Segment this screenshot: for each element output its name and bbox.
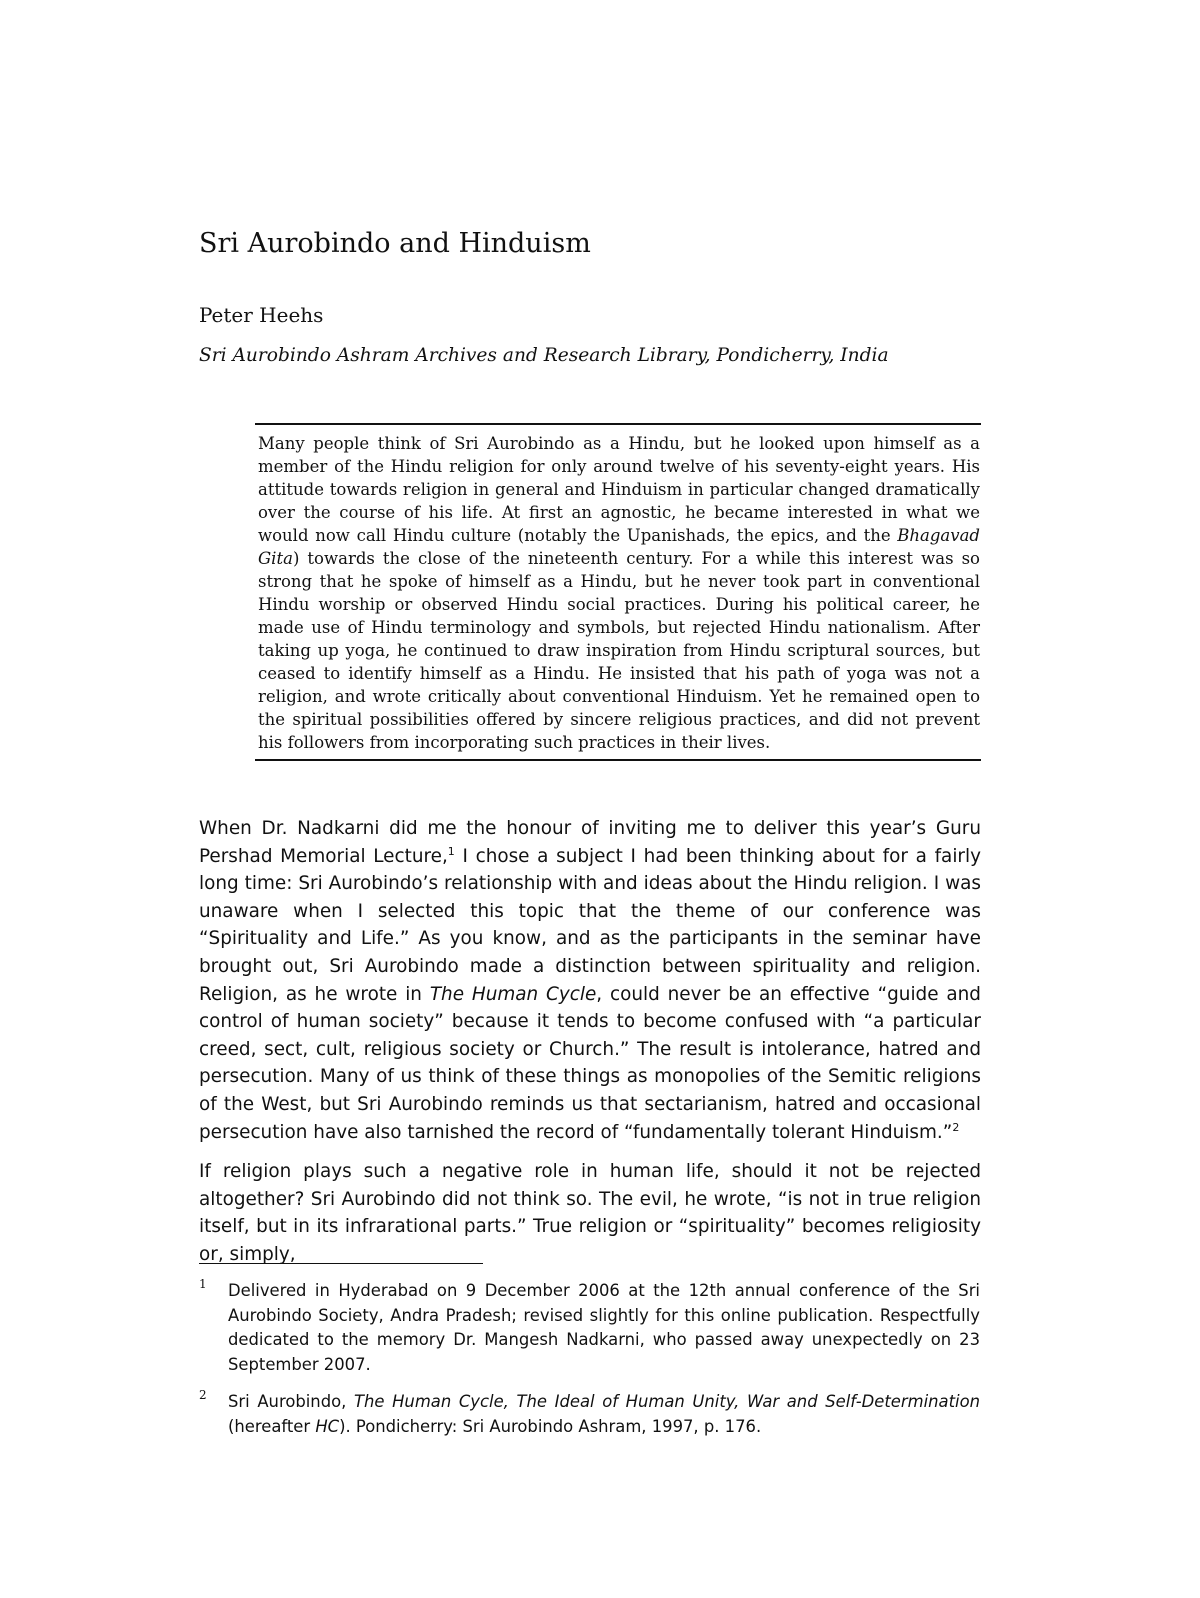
body-italic-title: The Human Cycle	[429, 983, 597, 1005]
author-name: Peter Heehs	[199, 303, 324, 327]
body-paragraph-2: If religion plays such a negative role in human life, should it not be rejected altogether? Sri Aurobindo did not think so. The evil, he wrote, “is not in true religion itself, but in its infrarational parts.” True religion or “spirituality” becomes religiosity or, simply,	[199, 1161, 981, 1265]
body-paragraph-1: When Dr. Nadkarni did me the honour of inviting me to deliver this year’s Guru Pershad Memorial Lecture,$^1$ I chose a subject I had been thinking about for a fairly long time: Sri Aurobindo’s relationship with and ideas about the Hindu religion. I was unaware when I selected this topic that the theme of our conference was “Spirituality and Life.” As you know, and as the participants in the seminar have brought out, Sri Aurobindo made a distinction between spirituality and religion. Religion, as he wrote in The Human Cycle, could never be an effective “guide and control of human society” because it tends to become confused with “a particular creed, sect, cult, religious society or Church.” The result is intolerance, hatred and persecution. Many of us think of these things as monopolies of the Semitic religions of the West, but Sri Aurobindo reminds us that sectarianism, hatred and occasional persecution have also tarnished the record of “fundamentally tolerant Hinduism.”$^2$	[199, 818, 981, 1143]
footnote-2-text: Sri Aurobindo, The Human Cycle, The Ideal of Human Unity, War and Self-Determination (hereafter HC). Pondicherry: Sri Aurobindo Ashram, 1997, p. 176.	[228, 1392, 980, 1436]
footnote-1-text: Delivered in Hyderabad on 9 December 2006 at the 12th annual conference of the Sri Aurobindo Society, Andra Pradesh; revised slightly for this online publication. Respectfully dedicated to the memory Dr. Mangesh Nadkarni, who passed away unexpectedly on 23 September 2007.	[228, 1281, 980, 1374]
footnote-ref-1[interactable]: 1	[447, 844, 455, 858]
abstract-text: Many people think of Sri Aurobindo as a Hindu, but he looked upon himself as a member of the Hindu religion for only around twelve of his seventy-eight years. His attitude towards religion in general and Hinduism in particular changed dramatically over the course of his life. At first an agnostic, he became interested in what we would now call Hindu culture (notably the Upanishads, the epics, and the Bhagavad Gita) towards the close of the nineteenth century. For a while this interest was so strong that he spoke of himself as a Hindu, but he never took part in conventional Hindu worship or observed Hindu social practices. During his political career, he made use of Hindu terminology and symbols, but rejected Hindu nationalism. After taking up yoga, he continued to draw inspiration from Hindu scriptural sources, but ceased to identify himself as a Hindu. He insisted that his path of yoga was not a religion, and wrote critically about conventional Hinduism. Yet he remained open to the spiritual possibilities offered by sincere religious practices, and did not prevent his followers from incorporating such practices in their lives.	[258, 434, 980, 752]
paper-title: Sri Aurobindo and Hinduism	[199, 228, 591, 259]
footnote-1-mark: 1	[199, 1277, 207, 1291]
footnote-divider	[199, 1263, 483, 1264]
abstract-italic-title: Bhagavad Gita	[258, 526, 980, 568]
footnote-ref-2[interactable]: 2	[952, 1120, 960, 1134]
abstract-box	[255, 423, 981, 761]
footnote-2-mark: 2	[199, 1388, 207, 1402]
author-affiliation: Sri Aurobindo Ashram Archives and Research Library, Pondicherry, India	[199, 345, 889, 366]
